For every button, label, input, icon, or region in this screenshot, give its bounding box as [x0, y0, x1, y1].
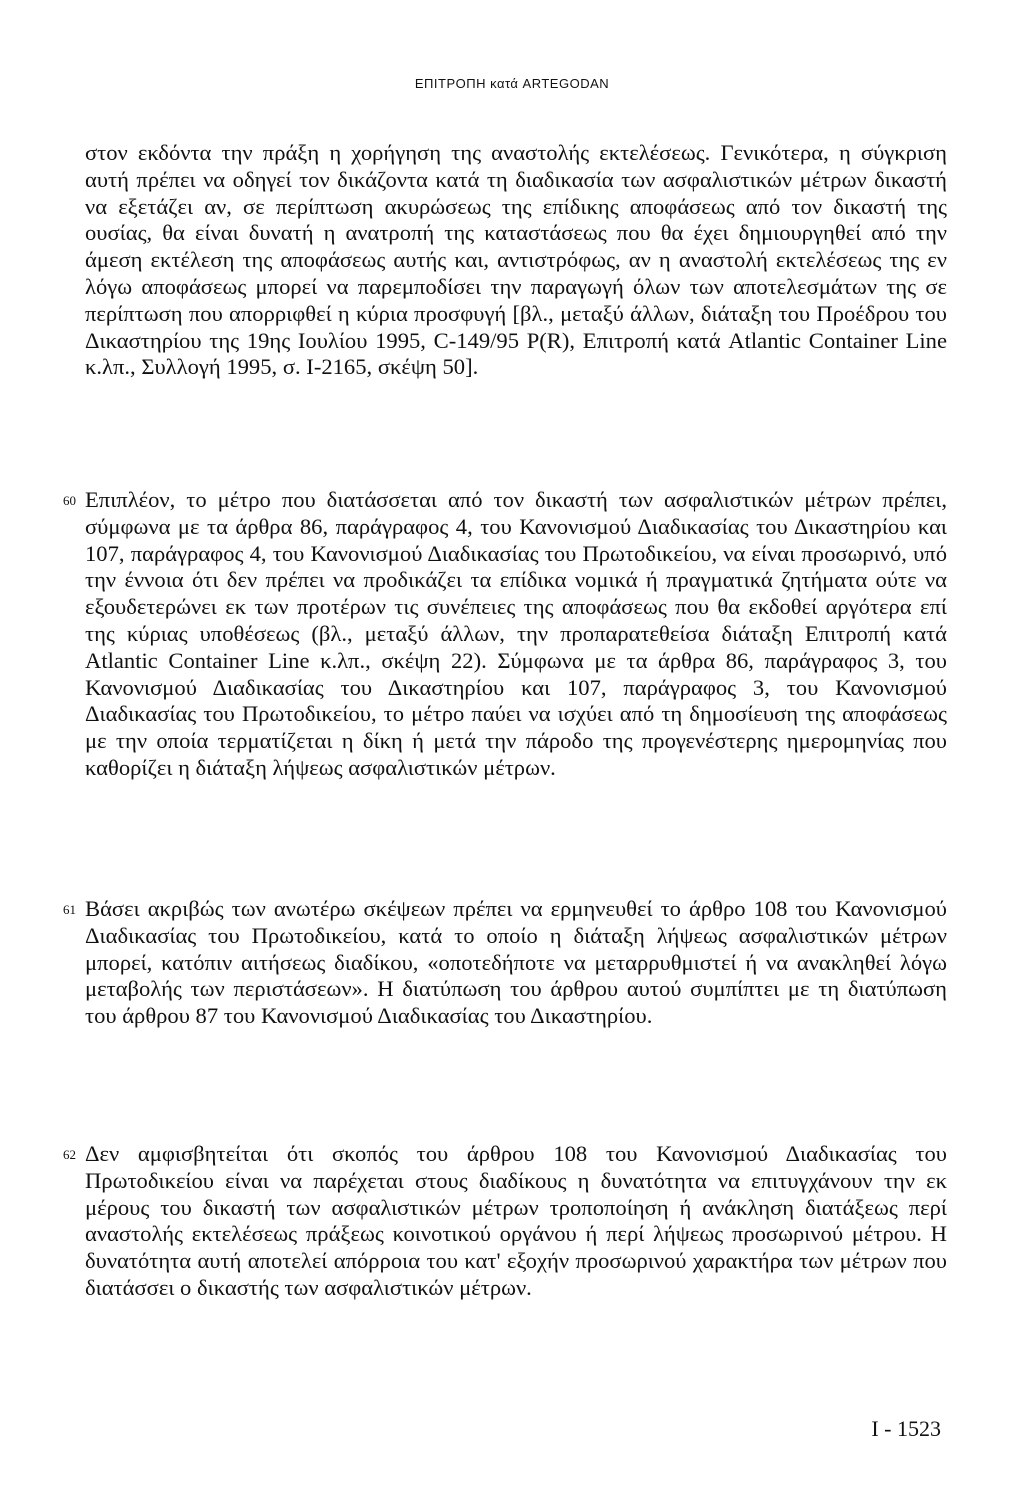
page-number: I - 1523 — [871, 1416, 941, 1441]
paragraph-number-62: 62 — [63, 1147, 76, 1162]
paragraph-continuation: στον εκδόντα την πράξη η χορήγηση της αναστολής εκτελέσεως. Γενικότερα, η σύγκριση αυτή πρέπει να οδηγεί τον δικάζοντα κατά τη διαδικασία των ασφαλιστικών μέτρων δικαστή να εξετάζει αν, σε περίπτωση ακυρώσεως της επίδικης αποφάσεως από τον δικαστή της ουσίας, θα είναι δυνατή η ανατροπή της καταστάσεως που θα έχει δημιουργηθεί από την άμεση εκτέλεση της αποφάσεως αυτής και, αντιστρόφως, αν η αναστολή εκτελέσεως της εν λόγω αποφάσεως μπορεί να παρεμποδίσει την παραγωγή όλων των αποτελεσμάτων της σε περίπτωση που απορριφθεί η κύρια προσφυγή [βλ., μεταξύ άλλων, διάταξη του Προέδρου του Δικαστηρίου της 19ης Ιουλίου 1995, C-149/95 P(R), Επιτροπή κατά Atlantic Container Line κ.λπ., Συλλογή 1995, σ. I-2165, σκέψη 50]. — [85, 140, 947, 380]
paragraph-60: Επιπλέον, το μέτρο που διατάσσεται από τον δικαστή των ασφαλιστικών μέτρων πρέπει, σύμφωνα με τα άρθρα 86, παράγραφος 4, του Κανονισμού Διαδικασίας του Δικαστηρίου και 107, παράγραφος 4, του Κανονισμού Διαδικασίας του Πρωτοδικείου, να είναι προσωρινό, υπό την έννοια ότι δεν πρέπει να προδικάζει τα επίδικα νομικά ή πραγματικά ζητήματα ούτε να εξουδετερώνει εκ των προτέρων τις συνέπειες της αποφάσεως που θα εκδοθεί αργότερα επί της κύριας υποθέσεως (βλ., μεταξύ άλλων, την προπαρατεθείσα διάταξη Επιτροπή κατά Atlantic Container Line κ.λπ., σκέψη 22). Σύμφωνα με τα άρθρα 86, παράγραφος 3, του Κανονισμού Διαδικασίας του Δικαστηρίου και 107, παράγραφος 3, του Κανονισμού Διαδικασίας του Πρωτοδικείου, το μέτρο παύει να ισχύει από τη δημοσίευση της αποφάσεως με την οποία τερματίζεται η δίκη ή μετά την πάροδο της προγενέστερης ημερομηνίας που καθορίζει η διάταξη λήψεως ασφαλιστικών μέτρων. — [85, 487, 947, 780]
paragraph-62: Δεν αμφισβητείται ότι σκοπός του άρθρου 108 του Κανονισμού Διαδικασίας του Πρωτοδικείου είναι να παρέχεται στους διαδίκους η δυνατότητα να επιτυγχάνουν την εκ μέρους του δικαστή των ασφαλιστικών μέτρων τροποποίηση ή ανάκληση διατάξεως περί αναστολής εκτελέσεως πράξεως κοινοτικού οργάνου ή περί λήψεως προσωρινού μέτρου. Η δυνατότητα αυτή αποτελεί απόρροια του κατ' εξοχήν προσωρινού χαρακτήρα των μέτρων που διατάσσει ο δικαστής των ασφαλιστικών μέτρων. — [85, 1141, 947, 1300]
paragraph-61: Βάσει ακριβώς των ανωτέρω σκέψεων πρέπει να ερμηνευθεί το άρθρο 108 του Κανονισμού Διαδικασίας του Πρωτοδικείου, κατά το οποίο η διάταξη λήψεως ασφαλιστικών μέτρων μπορεί, κατόπιν αιτήσεως διαδίκου, «οποτεδήποτε να μεταρρυθμιστεί ή να ανακληθεί λόγω μεταβολής των περιστάσεων». Η διατύπωση του άρθρου αυτού συμπίπτει με τη διατύπωση του άρθρου 87 του Κανονισμού Διαδικασίας του Δικαστηρίου. — [85, 896, 947, 1029]
running-header: ΕΠΙΤΡΟΠΗ κατά ARTEGODAN — [414, 76, 610, 91]
paragraph-number-61: 61 — [63, 902, 76, 917]
paragraph-number-60: 60 — [63, 493, 76, 508]
